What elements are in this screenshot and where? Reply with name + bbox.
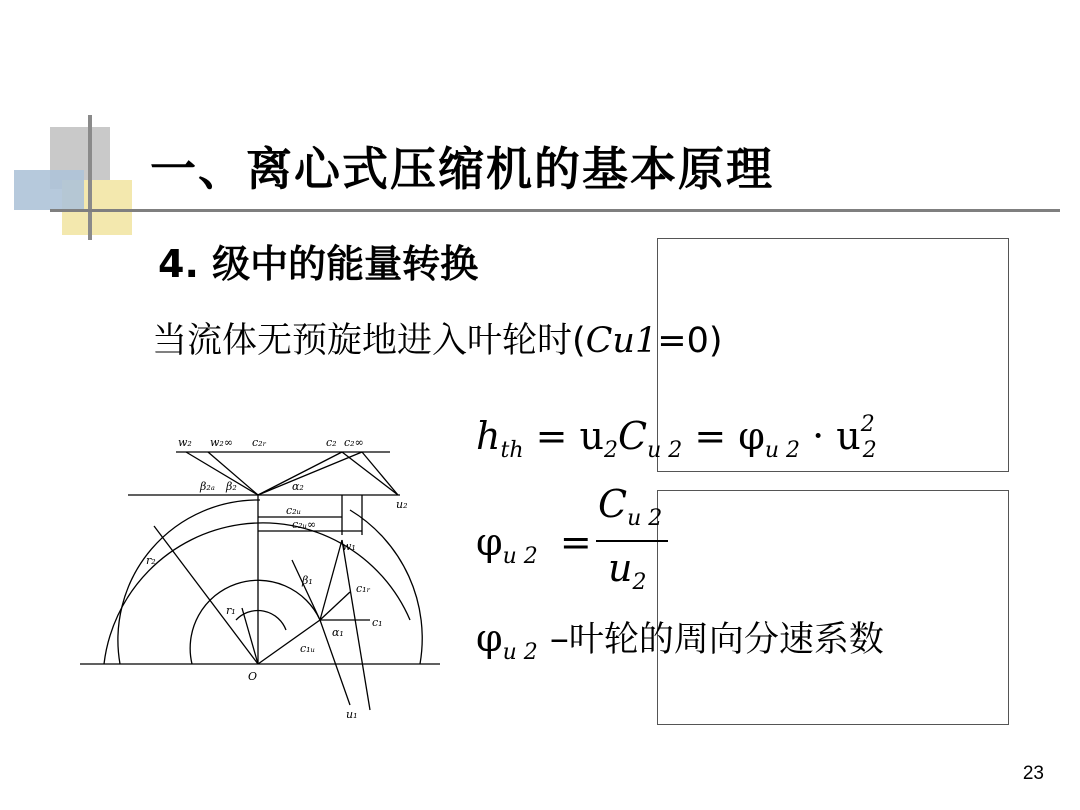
eq1-rhs-tail: · u	[812, 414, 861, 458]
label-u1: u₁	[346, 708, 358, 721]
u2-vector-b	[362, 452, 398, 495]
equation-phi-numerator	[598, 482, 662, 531]
title-divider	[50, 209, 1060, 212]
label-beta1: β₁	[302, 574, 313, 587]
condition-text	[152, 313, 723, 363]
eq3-dash: –	[549, 616, 569, 660]
label-r1: r₁	[226, 604, 236, 617]
label-c1r: c₁ᵣ	[356, 582, 371, 595]
blade-line	[292, 560, 320, 620]
label-beta-a2: β₂ₐ	[200, 480, 215, 493]
eq3-sym-sub: u 2	[502, 640, 538, 665]
u2-vector	[342, 452, 398, 495]
eq2-eq: =	[559, 520, 592, 564]
label-c2uinf: c₂ᵤ∞	[292, 518, 317, 531]
w1-vector	[320, 540, 342, 620]
radius-r1	[242, 608, 258, 664]
label-c2: c₂	[326, 436, 337, 449]
w2-vector	[186, 452, 258, 495]
label-beta2: β₂	[226, 480, 237, 493]
condition-prefix: 当流体无预旋地进入叶轮时(	[152, 321, 586, 361]
equation-frame-bottom	[657, 490, 1009, 725]
eq1-lhs: h	[476, 414, 501, 458]
slide-title: 一、离心式压缩机的基本原理	[150, 142, 774, 196]
condition-variable: Cu1	[585, 321, 658, 361]
section-heading: 4. 级中的能量转换	[158, 242, 479, 286]
eq3-sym: φ	[476, 616, 503, 660]
eq1-phi-sub: u 2	[764, 438, 801, 463]
eq1-sup: 2	[860, 412, 875, 437]
eq1-lhs-sub: th	[500, 438, 524, 463]
eq1-C-sub: u 2	[647, 438, 683, 463]
label-alpha1: α₁	[332, 626, 344, 639]
radius-r2	[154, 526, 258, 664]
label-u2: u₂	[396, 498, 408, 511]
deco-vertical-bar	[88, 115, 92, 240]
eq2-lhs: φ	[476, 520, 503, 564]
eq1-rhs: = φ	[694, 414, 765, 458]
label-w2: w₂	[178, 436, 192, 449]
u1-vector	[342, 540, 370, 710]
label-w2inf: w₂∞	[210, 436, 233, 449]
eq1-sub2: 2	[862, 438, 877, 463]
equation-phi-denominator	[608, 546, 646, 595]
equation-phi-lhs	[476, 520, 592, 569]
label-r2: r₂	[146, 554, 156, 567]
condition-suffix: =0)	[657, 321, 723, 361]
label-c2inf: c₂∞	[344, 436, 364, 449]
fraction-bar	[596, 540, 668, 542]
eq1-mid-sub: 2	[604, 438, 618, 463]
label-c2r: c₂ᵣ	[252, 436, 267, 449]
page-number: 23	[1022, 763, 1044, 784]
eq2-den: u	[608, 546, 633, 590]
label-c1: c₁	[372, 616, 383, 629]
eq1-mid: = u	[535, 414, 604, 458]
eq2-lhs-sub: u 2	[502, 544, 538, 569]
label-w1: w₁	[342, 540, 356, 553]
velocity-triangle-diagram	[80, 420, 450, 725]
label-c1u: c₁ᵤ	[300, 642, 315, 655]
equation-hth	[476, 412, 877, 463]
eq3-description: 叶轮的周向分速系数	[568, 620, 884, 660]
c2inf-vector	[258, 452, 362, 495]
equation-phi-definition	[476, 612, 884, 665]
label-alpha2: α₂	[292, 480, 304, 493]
eq2-den-sub: 2	[632, 570, 647, 595]
label-c2u: c₂ᵤ	[286, 504, 301, 517]
deco-square-blue	[14, 170, 84, 210]
label-O: O	[248, 670, 258, 683]
eq1-C: C	[618, 414, 648, 458]
eq2-num-sub: u 2	[627, 506, 663, 531]
eq2-num: C	[598, 482, 628, 526]
